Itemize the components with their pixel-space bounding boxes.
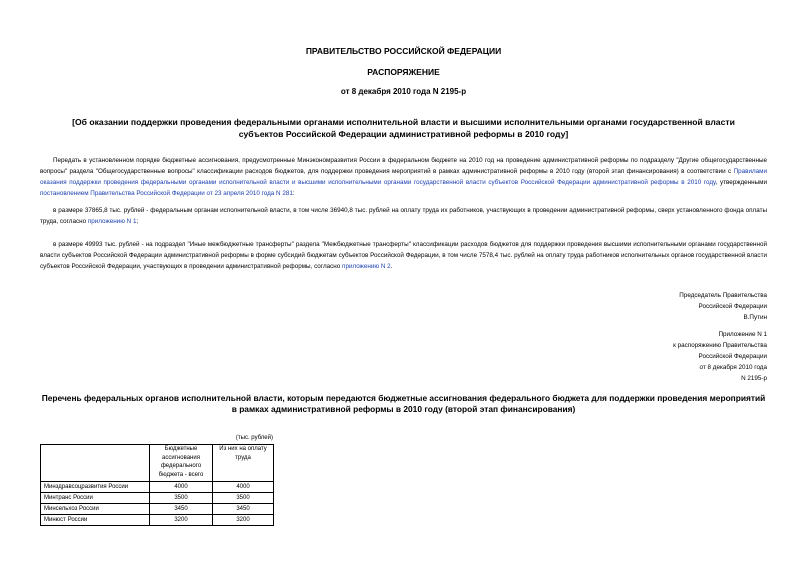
paragraph-1-text: Передать в установленном порядке бюджетные ассигнования, предусмотренные Минэкономразвития России в федеральном бюджете на 2010 год на проведение административной реформы по подразделу "Другие общегосударственные вопросы" раздела "Общегосударственные вопросы" классификации расходов бюджетов, для поддержки проведения мероприятий в рамках административной реформы в 2010 году (второй этап финансирования) в соответствии с <box>40 157 767 175</box>
paragraph-2-text-2: ; <box>136 218 139 225</box>
paragraph-1-text-2: , утвержденными <box>715 179 767 186</box>
paragraph-2-text: в размере 37865,8 тыс. рублей - федеральным органам исполнительной власти, в том числе 36940,8 тыс. рублей на оплату труда их работников, участвующих в проведении административной реформы, сверх установленного фонда оплаты труда, согласно <box>40 207 767 225</box>
table-header-total: Бюджетные ассигнования федерального бюджета - всего <box>150 445 213 482</box>
signature-block <box>679 290 767 323</box>
resolution-281-link[interactable]: постановлением Правительства Российской Федерации от 23 апреля 2010 года N 281 <box>40 190 293 197</box>
paragraph-3-text-2: . <box>390 263 393 270</box>
appendix-header <box>673 329 767 384</box>
signature-country: Российской Федерации <box>698 303 767 310</box>
government-title: ПРАВИТЕЛЬСТВО РОССИЙСКОЙ ФЕДЕРАЦИИ <box>305 46 502 56</box>
table-cell-name: Минсельхоз России <box>41 504 150 515</box>
document-date-number: от 8 декабря 2010 года N 2195-р <box>340 87 467 96</box>
paragraph-3-text: в размере 49993 тыс. рублей - на подраздел "Иные межбюджетные трансферты" раздела "Межбюджетные трансферты" классификации расходов бюджетов для поддержки проведения высшими исполнительными органами государственной власти субъектов Российской Федерации административной реформы в форме субсидий бюджетам субъектов Российской Федерации, в том числе 7578,4 тыс. рублей на оплату труда работников исполнительных органов государственной власти субъектов Российской Федерации, участвующих в проведении административной реформы, согласно <box>40 241 767 270</box>
document-type: РАСПОРЯЖЕНИЕ <box>367 67 440 77</box>
paragraph-3 <box>40 239 767 272</box>
document-subject: [Об оказании поддержки проведения федеральными органами исполнительной власти и высшими исполнительными органами государственной власти субъектов Российской Федерации административной реформы в 2010 году] <box>72 117 735 139</box>
appendix-line-2: к распоряжению Правительства <box>673 342 767 349</box>
table-row <box>41 504 274 515</box>
table-cell-total: 3200 <box>150 515 213 526</box>
table-row <box>41 493 274 504</box>
table-cell-wages: 3500 <box>213 493 274 504</box>
table-cell-name: Минтранс России <box>41 493 150 504</box>
signature-position: Председатель Правительства <box>679 292 767 299</box>
table-cell-wages: 4000 <box>213 482 274 493</box>
signature-name: В.Путин <box>743 314 767 321</box>
appendix-line-5: N 2195-р <box>741 375 767 382</box>
table-cell-total: 3450 <box>150 504 213 515</box>
appendix-line-4: от 8 декабря 2010 года <box>699 364 767 371</box>
appendix-2-link[interactable]: приложению N 2 <box>342 263 391 270</box>
table-cell-wages: 3450 <box>213 504 274 515</box>
table-cell-total: 4000 <box>150 482 213 493</box>
table-cell-total: 3500 <box>150 493 213 504</box>
document-body <box>40 155 767 272</box>
table-header-wages: Из них на оплату труда <box>213 445 274 482</box>
table-cell-name: Минюст России <box>41 515 150 526</box>
table-cell-name: Минздравсоцразвития России <box>41 482 150 493</box>
paragraph-1 <box>40 155 767 199</box>
table-row <box>41 482 274 493</box>
table-row <box>41 515 274 526</box>
appendix-title: Приложение N 1 <box>718 331 767 338</box>
table-header-row <box>41 445 274 482</box>
appendix-1-link[interactable]: приложению N 1 <box>87 218 137 225</box>
table-cell-wages: 3200 <box>213 515 274 526</box>
list-title: Перечень федеральных органов исполнительной власти, которым передаются бюджетные ассигнования федерального бюджета для поддержки проведения мероприятий в рамках административной реформы в 2010 году (второй этап финансирования) <box>41 393 766 414</box>
table-header-empty <box>41 445 150 482</box>
budget-table <box>40 444 274 526</box>
paragraph-1-text-3: : <box>292 190 295 197</box>
unit-note: (тыс. рублей) <box>235 435 273 441</box>
rules-link[interactable]: Правилами оказания поддержки проведения федеральными органами исполнительной власти и высшими исполнительными органами государственной власти субъектов Российской Федерации административной реформы в 2010 году <box>40 168 767 186</box>
paragraph-2 <box>40 205 767 227</box>
appendix-line-3: Российской Федерации <box>698 353 767 360</box>
